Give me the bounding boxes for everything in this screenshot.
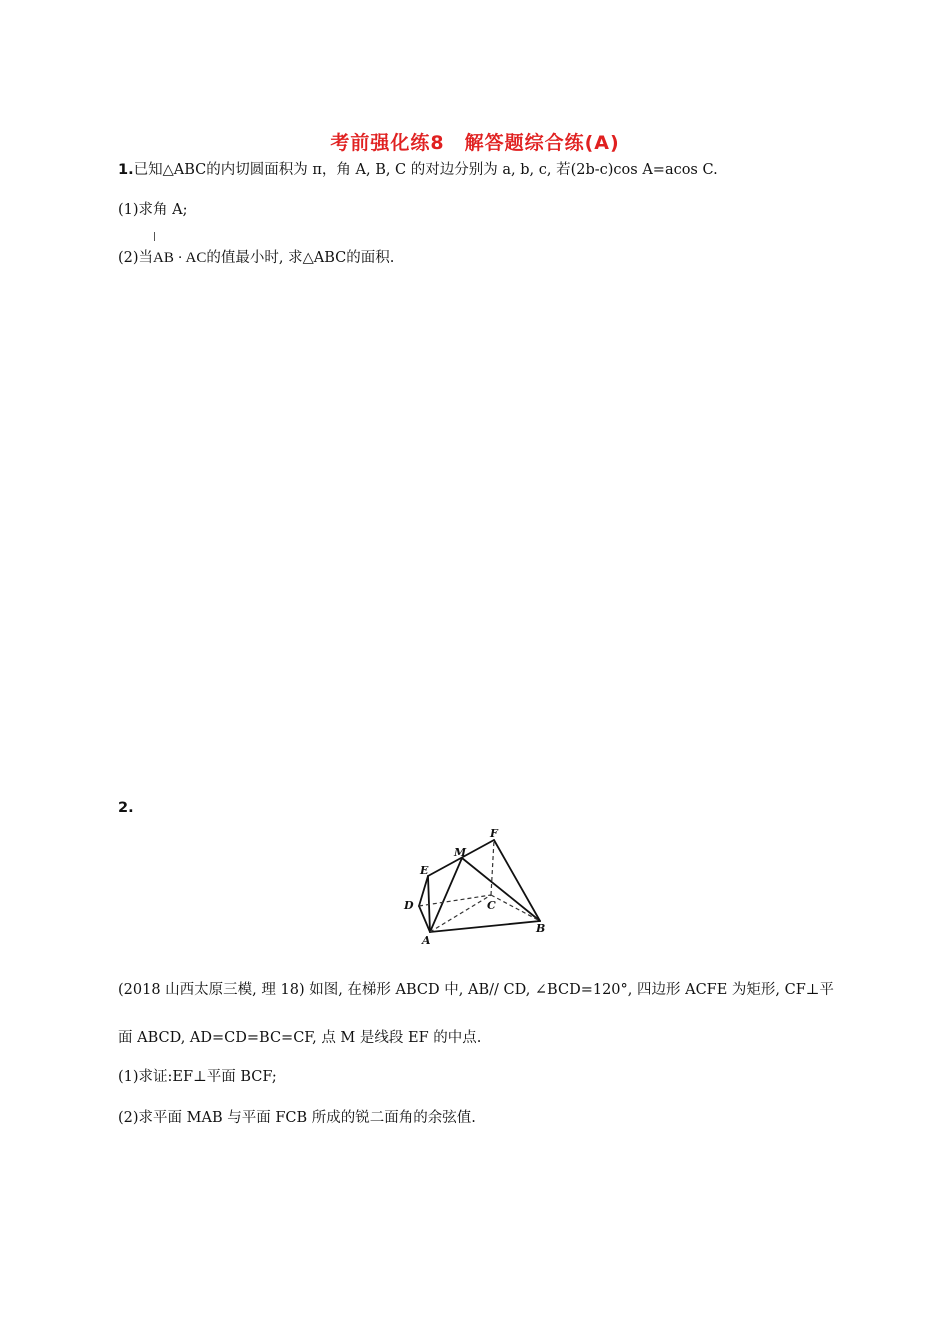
question-1-number: 1.: [118, 162, 134, 178]
page-title: 考前强化练8 解答题综合练(A): [330, 132, 620, 154]
question-2-part-2: (2)求平面 MAB 与平面 FCB 所成的锐二面角的余弦值.: [118, 1110, 476, 1126]
edge-de: [419, 876, 428, 906]
vector-arrow-mark: [154, 232, 155, 241]
edge-dc-hidden: [419, 895, 491, 906]
edge-am: [430, 858, 462, 932]
question-2-stem-line-2: 面 ABCD, AD=CD=BC=CF, 点 M 是线段 EF 的中点.: [118, 1030, 482, 1046]
question-2-part-1: (1)求证:EF⊥平面 BCF;: [118, 1069, 277, 1085]
edge-ab: [430, 921, 540, 932]
point-label-c: C: [487, 899, 496, 912]
vector-product-expression: [153, 248, 206, 268]
question-1-part-2: [118, 248, 394, 268]
vector-product-text: AB · AC: [153, 250, 207, 266]
point-label-m: M: [454, 846, 467, 859]
question-1-stem-text: 已知△ABC的内切圆面积为 π，角 A, B, C 的对边分别为 a, b, c, 若(2b-c)cos A=acos C.: [133, 162, 718, 178]
geometry-figure-svg: [400, 826, 550, 948]
point-label-f: F: [490, 827, 498, 840]
question-2-stem-line-1: (2018 山西太原三模, 理 18) 如图, 在梯形 ABCD 中, AB// CD, ∠BCD=120°, 四边形 ACFE 为矩形, CF⊥平: [118, 982, 834, 998]
question-1-part-2-suffix: 的值最小时, 求△ABC的面积.: [206, 250, 395, 266]
edge-mb: [462, 858, 540, 921]
point-label-d: D: [404, 899, 414, 912]
point-label-b: B: [536, 922, 546, 935]
question-1-part-1: (1)求角 A;: [118, 202, 188, 218]
question-1-stem: [118, 160, 718, 180]
question-1-part-2-prefix: (2)当: [118, 250, 154, 266]
edge-cf-hidden: [491, 840, 494, 895]
question-2-number: 2.: [118, 800, 134, 816]
point-label-a: A: [422, 934, 431, 947]
point-label-e: E: [420, 864, 429, 877]
geometry-figure: [400, 826, 550, 948]
